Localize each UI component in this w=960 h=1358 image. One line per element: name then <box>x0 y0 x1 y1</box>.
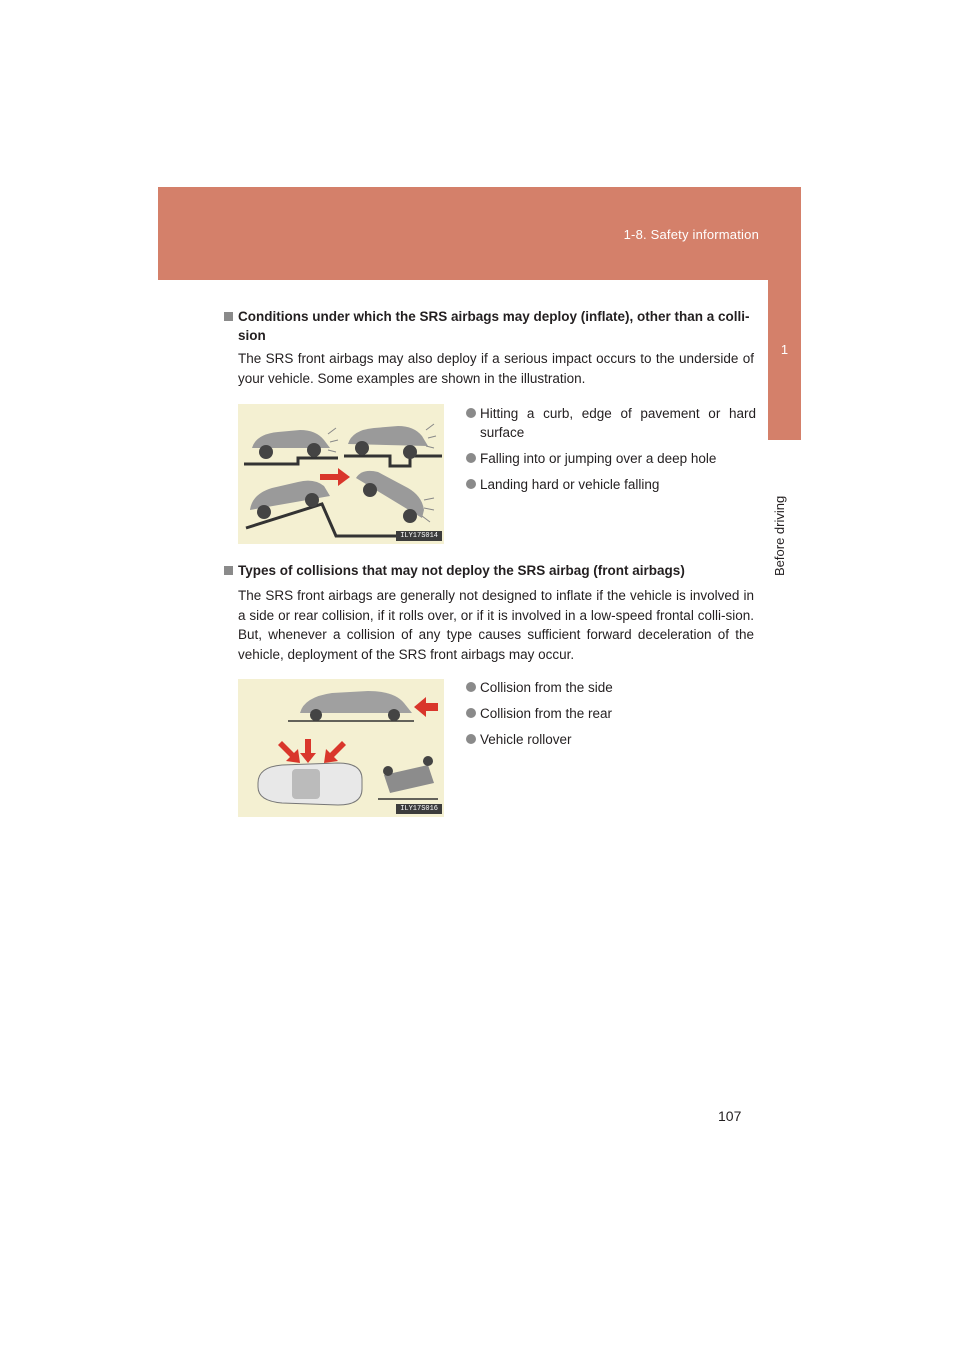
bullet-dot-icon <box>466 734 476 744</box>
section1-heading-line2: sion <box>238 328 266 343</box>
section1-body: The SRS front airbags may also deploy if a serious impact occurs to the underside of your vehicle. Some examples are shown in the illustration. <box>238 351 754 386</box>
bullet-dot-icon <box>466 708 476 718</box>
section1-bullet-list <box>466 404 756 501</box>
section-title: 1-8. Safety information <box>623 227 759 242</box>
list-item: Collision from the rear <box>466 704 756 723</box>
list-item: Vehicle rollover <box>466 730 756 749</box>
underbody-impact-illustration <box>238 404 444 544</box>
header-band <box>158 187 801 280</box>
section2-heading <box>224 561 754 580</box>
section2-heading-text: Types of collisions that may not deploy the SRS airbag (front airbags) <box>238 563 685 578</box>
bullet-dot-icon <box>466 479 476 489</box>
figure-code: ILY17S016 <box>396 804 442 814</box>
non-deploy-collision-drawing <box>238 679 444 817</box>
section2-bullet-list <box>466 678 756 756</box>
chapter-label: Before driving <box>772 495 787 576</box>
square-bullet-icon <box>224 312 233 321</box>
chapter-tab <box>768 280 801 440</box>
section1-heading <box>224 307 754 345</box>
section1-heading-line1: Conditions under which the SRS airbags may deploy (inflate), other than a colli- <box>238 309 750 324</box>
chapter-number: 1 <box>780 342 789 357</box>
bullet-dot-icon <box>466 408 476 418</box>
figure-code: ILY17S014 <box>396 531 442 541</box>
list-item: Falling into or jumping over a deep hole <box>466 449 756 468</box>
non-deploy-collision-illustration <box>238 679 444 817</box>
square-bullet-icon <box>224 566 233 575</box>
section2-body: The SRS front airbags are generally not designed to inflate if the vehicle is involved in a side or rear collision, if it rolls over, or if it is involved in a low-speed frontal colli-sion. But, whenever a collision of any type causes sufficient forward deceleration of the vehicle, deployment of the SRS front airbags may occur. <box>238 588 754 662</box>
page-number: 107 <box>718 1108 742 1124</box>
bullet-dot-icon <box>466 682 476 692</box>
list-item: Hitting a curb, edge of pavement or hard surface <box>466 404 756 442</box>
list-item: Collision from the side <box>466 678 756 697</box>
underbody-impact-drawing <box>238 404 444 544</box>
list-item: Landing hard or vehicle falling <box>466 475 756 494</box>
bullet-dot-icon <box>466 453 476 463</box>
